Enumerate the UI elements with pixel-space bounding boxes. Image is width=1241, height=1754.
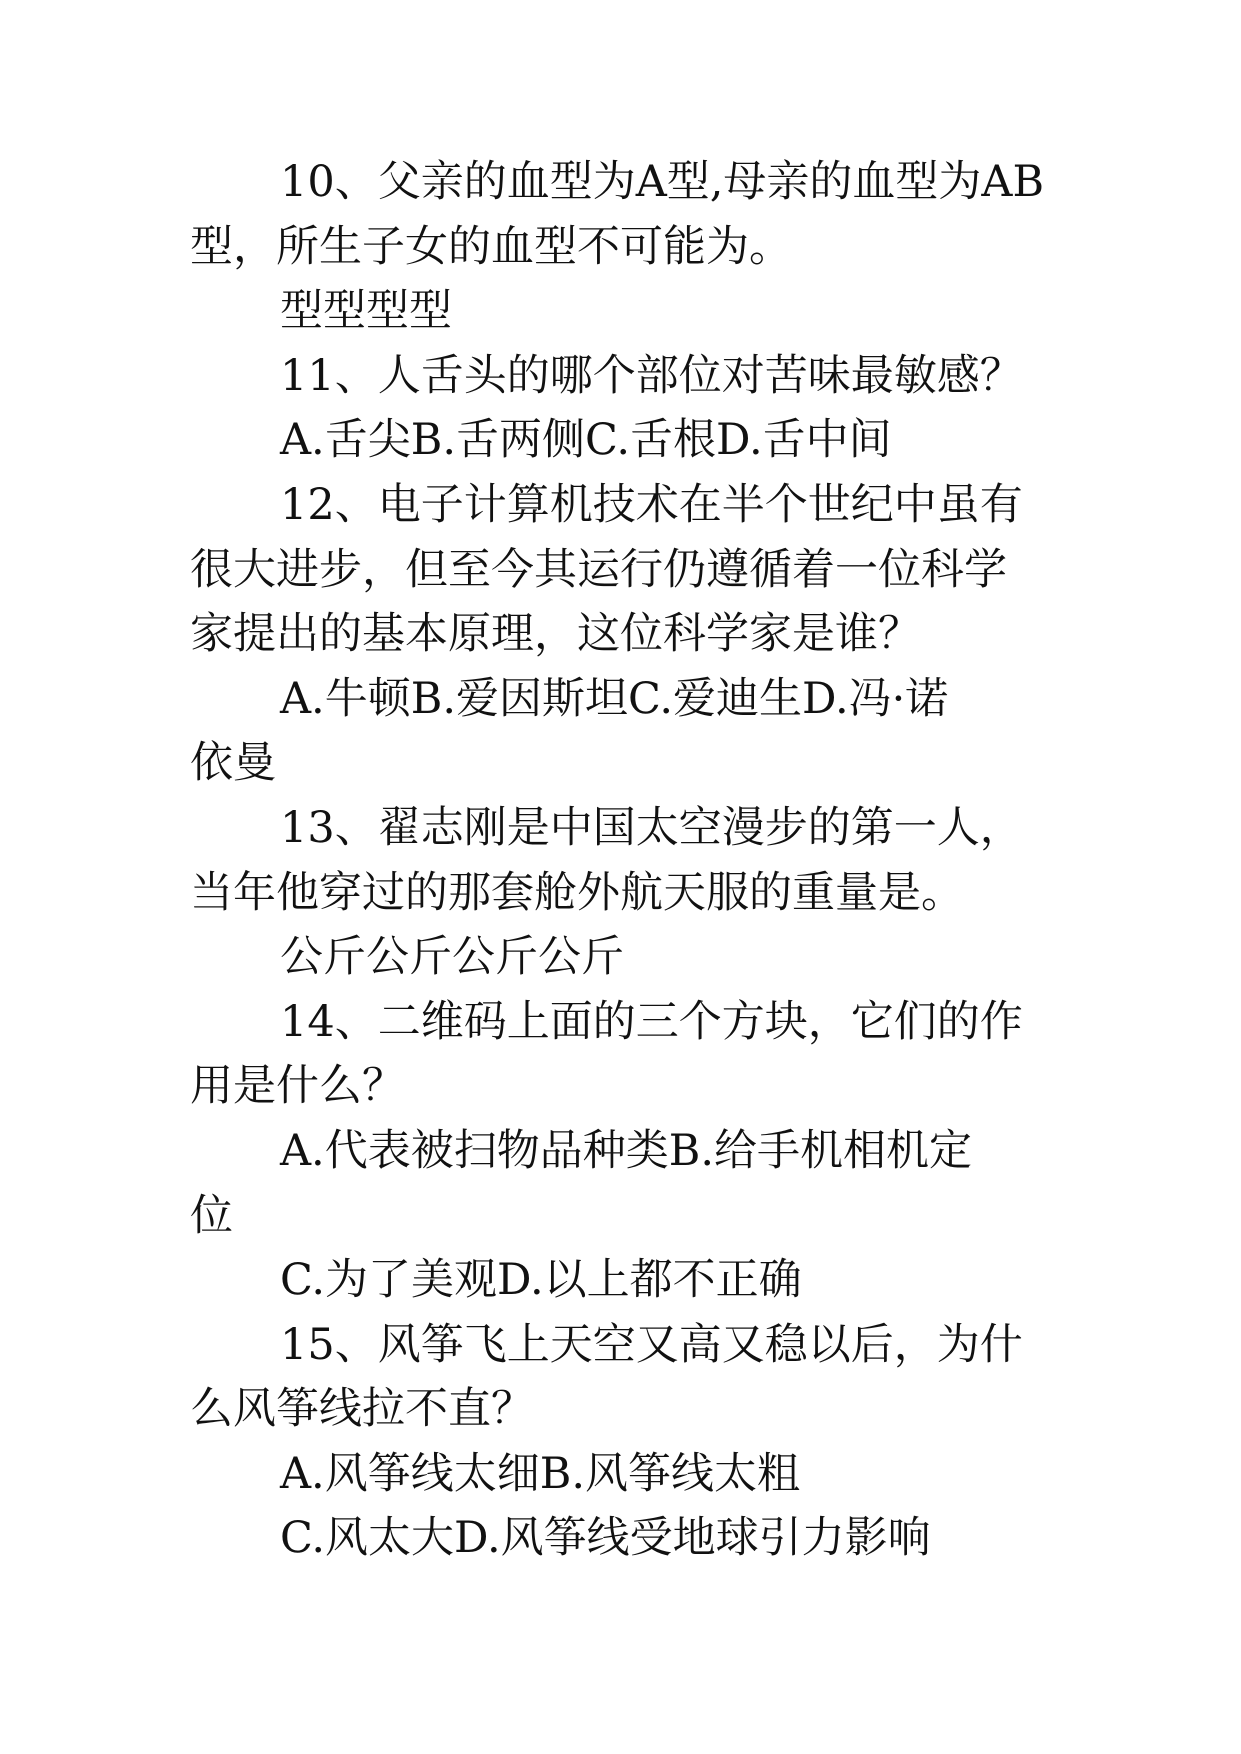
question-15-line-1: 15、风筝飞上天空又高又稳以后，为什 [280, 1319, 1023, 1370]
question-11: 11、人舌头的哪个部位对苦味最敏感？ [280, 350, 1023, 401]
question-12-line-2: 很大进步，但至今其运行仍遵循着一位科学 [190, 544, 1007, 595]
question-14-options-line-1: A.代表被扫物品种类B.给手机相机定 [280, 1125, 972, 1176]
question-15-options-line-2: C.风太大D.风筝线受地球引力影响 [280, 1513, 931, 1564]
question-13-line-1: 13、翟志刚是中国太空漫步的第一人， [280, 802, 1023, 853]
question-text-block [190, 150, 1070, 1571]
question-15-line-2: 么风筝线拉不直？ [190, 1384, 534, 1435]
question-10-options: 型型型型 [280, 286, 452, 337]
question-10-line-1: 10、父亲的血型为A型,母亲的血型为AB [280, 157, 1045, 207]
question-15-options-line-1: A.风筝线太细B.风筝线太粗 [280, 1448, 800, 1499]
question-12-line-3: 家提出的基本原理，这位科学家是谁？ [190, 609, 921, 660]
question-13-line-2: 当年他穿过的那套舱外航天服的重量是。 [190, 867, 964, 918]
question-12-options-line-1: A.牛顿B.爱因斯坦C.爱迪生D.冯·诺 [280, 673, 949, 724]
question-12-line-1: 12、电子计算机技术在半个世纪中虽有 [280, 479, 1023, 530]
question-13-options: 公斤公斤公斤公斤 [280, 932, 624, 983]
question-10-line-2: 型，所生子女的血型不可能为。 [190, 221, 792, 272]
question-14-line-1: 14、二维码上面的三个方块，它们的作 [280, 996, 1023, 1047]
question-14-line-2: 用是什么？ [190, 1061, 405, 1112]
question-14-options-line-2: 位 [190, 1190, 233, 1241]
question-14-options-line-3: C.为了美观D.以上都不正确 [280, 1255, 802, 1306]
question-12-options-line-2: 依曼 [190, 738, 276, 789]
question-11-options: A.舌尖B.舌两侧C.舌根D.舌中间 [280, 415, 892, 466]
